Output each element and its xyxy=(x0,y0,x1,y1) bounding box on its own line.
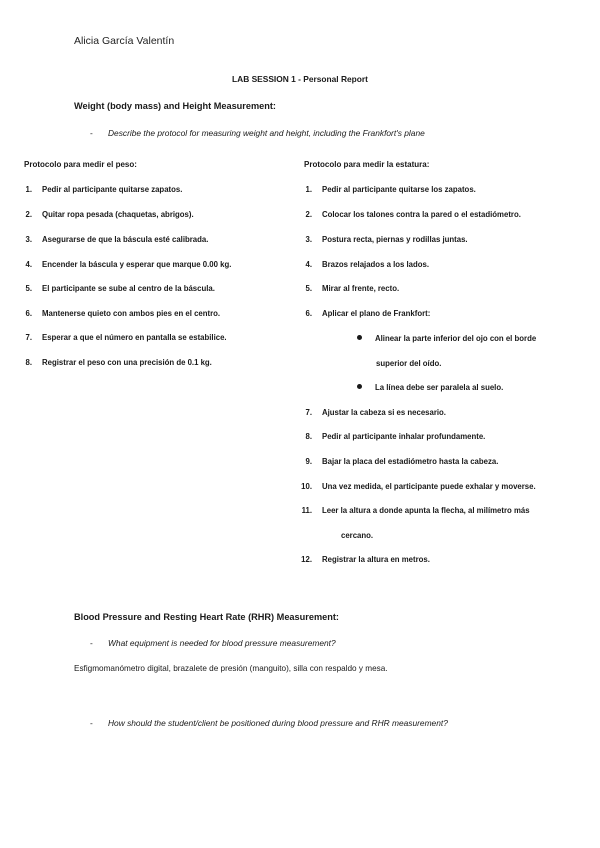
height-list-item: 5. Mirar al frente, recto. xyxy=(305,284,400,293)
height-list-item: 6. Aplicar el plano de Frankfort: xyxy=(305,309,431,318)
section-heading-weight-height: Weight (body mass) and Height Measurement: xyxy=(74,101,276,111)
height-list-item: 11. Leer la altura a donde apunta la flecha, al milímetro más xyxy=(301,506,530,515)
dash-marker: - xyxy=(90,718,93,728)
bullet-icon xyxy=(357,335,362,340)
author-name: Alicia García Valentín xyxy=(74,35,175,47)
section-prompt-equipment xyxy=(90,638,336,648)
answer-equipment: Esfigmomanómetro digital, brazalete de presión (manguito), silla con respaldo y mesa. xyxy=(74,664,388,673)
dash-marker: - xyxy=(90,128,93,138)
weight-list-item: 1. Pedir al participante quitarse zapatos. xyxy=(25,185,183,194)
dash-marker: - xyxy=(90,638,93,648)
weight-list-item: 8. Registrar el peso con una precisión de 0.1 kg. xyxy=(25,358,212,367)
weight-list-item: 7. Esperar a que el número en pantalla se estabilice. xyxy=(25,333,227,342)
frankfort-sub-item: Alinear la parte inferior del ojo con el borde xyxy=(357,334,583,343)
weight-protocol-heading: Protocolo para medir el peso: xyxy=(24,160,137,169)
weight-list-item: 6. Mantenerse quieto con ambos pies en el centro. xyxy=(25,309,221,318)
height-protocol-heading: Protocolo para medir la estatura: xyxy=(304,160,430,169)
prompt-text: What equipment is needed for blood pressure measurement? xyxy=(108,638,336,648)
height-list-item: 8. Pedir al participante inhalar profundamente. xyxy=(305,432,486,441)
report-title: LAB SESSION 1 - Personal Report xyxy=(232,74,368,84)
height-list-item: 3. Postura recta, piernas y rodillas juntas. xyxy=(305,235,468,244)
height-list-item: 7. Ajustar la cabeza si es necesario. xyxy=(305,408,446,417)
height-list-item: 10. Una vez medida, el participante puede exhalar y moverse. xyxy=(301,482,536,491)
section-prompt-positioning xyxy=(90,718,448,728)
prompt-text: Describe the protocol for measuring weight and height, including the Frankfort's plane xyxy=(108,128,425,138)
bullet-icon xyxy=(357,384,362,389)
height-list-item: 1. Pedir al participante quitarse los zapatos. xyxy=(305,185,476,194)
frankfort-sub-item-cont: superior del oído. xyxy=(376,359,442,368)
section-heading-blood-pressure: Blood Pressure and Resting Heart Rate (RHR) Measurement: xyxy=(74,612,339,622)
height-list-item: 2. Colocar los talones contra la pared o el estadiómetro. xyxy=(305,210,521,219)
height-list-item-cont: cercano. xyxy=(341,531,374,540)
weight-list-item: 5. El participante se sube al centro de la báscula. xyxy=(25,284,215,293)
weight-list-item: 3. Asegurarse de que la báscula esté calibrada. xyxy=(25,235,209,244)
height-list-item: 12. Registrar la altura en metros. xyxy=(301,555,430,564)
height-list-item: 4. Brazos relajados a los lados. xyxy=(305,260,430,269)
frankfort-sub-item: La línea debe ser paralela al suelo. xyxy=(357,383,503,392)
prompt-text: How should the student/client be positioned during blood pressure and RHR measurement? xyxy=(108,718,448,728)
section-prompt-protocol xyxy=(90,128,425,138)
weight-list-item: 4. Encender la báscula y esperar que marque 0.00 kg. xyxy=(25,260,232,269)
height-list-item: 9. Bajar la placa del estadiómetro hasta la cabeza. xyxy=(305,457,499,466)
weight-list-item: 2. Quitar ropa pesada (chaquetas, abrigos). xyxy=(25,210,194,219)
